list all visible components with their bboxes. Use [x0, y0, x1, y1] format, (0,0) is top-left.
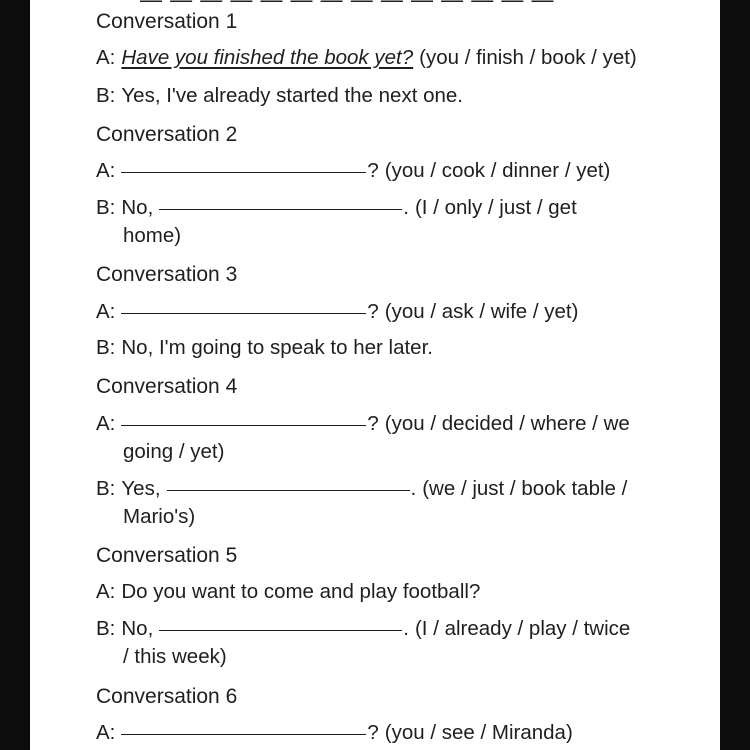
conversation-3-heading: Conversation 3 [96, 263, 238, 286]
full-stop: . [410, 477, 417, 500]
prompt-hint: (I / already / play / twice [414, 617, 631, 640]
full-stop: . [403, 617, 409, 640]
prompt-hint: (you / see / Miranda) [384, 721, 573, 744]
answer-blank[interactable] [121, 171, 366, 173]
prompt-hint: (you / finish / book / yet) [419, 46, 637, 69]
cut-off-heading [140, 0, 610, 5]
question-mark: ? [367, 159, 379, 182]
speaker-b-label: B: [96, 477, 116, 500]
prompt-hint-continued: going / yet) [123, 440, 225, 463]
speaker-a-label: A: [96, 580, 116, 603]
speaker-b-label: B: [96, 336, 116, 359]
example-answer: Have you finished the book yet? [121, 46, 414, 69]
conversation-5-line-a [96, 580, 480, 604]
prompt-hint-continued: Mario's) [123, 505, 196, 528]
question-text: Do you want to come and play football? [121, 580, 481, 603]
response-prefix: Yes, [121, 477, 161, 500]
conversation-4-line-a [96, 412, 630, 436]
speaker-a-label: A: [96, 721, 116, 744]
prompt-hint: (you / cook / dinner / yet) [384, 159, 611, 182]
question-mark: ? [367, 412, 379, 435]
question-mark: ? [367, 721, 379, 744]
conversation-1-line-a [96, 46, 637, 70]
conversation-1-heading: Conversation 1 [96, 10, 238, 33]
conversation-2-heading: Conversation 2 [96, 123, 238, 146]
speaker-a-label: A: [96, 412, 116, 435]
full-stop: . [403, 196, 409, 219]
conversation-5-heading: Conversation 5 [96, 544, 238, 567]
prompt-hint: (you / ask / wife / yet) [384, 300, 579, 323]
prompt-hint-continued: home) [123, 224, 182, 247]
answer-blank[interactable] [121, 733, 366, 735]
speaker-a-label: A: [96, 159, 116, 182]
answer-blank[interactable] [167, 489, 410, 491]
answer-blank[interactable] [121, 312, 366, 314]
answer-blank[interactable] [159, 208, 402, 210]
conversation-6-heading: Conversation 6 [96, 685, 238, 708]
speaker-b-label: B: [96, 84, 116, 107]
conversation-4-heading: Conversation 4 [96, 375, 238, 398]
answer-blank[interactable] [159, 629, 402, 631]
speaker-b-label: B: [96, 617, 116, 640]
speaker-a-label: A: [96, 300, 116, 323]
conversation-3-line-b [96, 336, 433, 360]
conversation-1-line-b [96, 84, 463, 108]
prompt-hint: (I / only / just / get [414, 196, 577, 219]
prompt-hint-continued: / this week) [123, 645, 227, 668]
response-text: No, I'm going to speak to her later. [121, 336, 433, 359]
conversation-3-line-a [96, 300, 578, 324]
prompt-hint: (we / just / book table / [422, 477, 628, 500]
speaker-b-label: B: [96, 196, 116, 219]
response-prefix: No, [121, 196, 154, 219]
response-text: Yes, I've already started the next one. [121, 84, 463, 107]
conversation-6-line-a [96, 721, 573, 745]
speaker-a-label: A: [96, 46, 116, 69]
answer-blank[interactable] [121, 424, 366, 426]
conversation-2-line-a [96, 159, 610, 183]
question-mark: ? [367, 300, 379, 323]
conversation-5-line-b [96, 617, 630, 641]
conversation-4-line-b [96, 477, 627, 501]
conversation-2-line-b [96, 196, 577, 220]
response-prefix: No, [121, 617, 154, 640]
prompt-hint: (you / decided / where / we [384, 412, 630, 435]
worksheet-page [30, 0, 720, 750]
